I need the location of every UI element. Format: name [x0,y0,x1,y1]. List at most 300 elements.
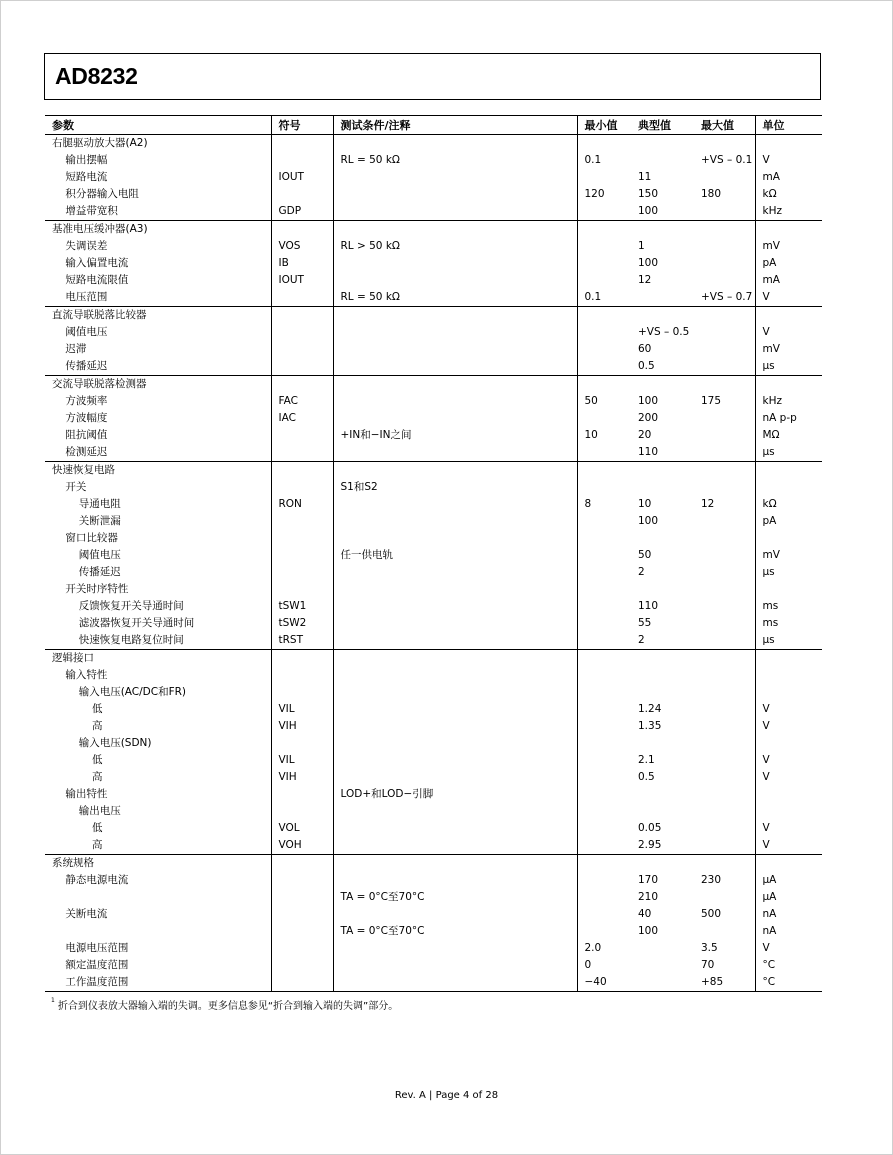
footnote [51,997,398,1012]
cell-min [577,547,631,564]
cell-max [694,632,755,650]
cell-conditions: TA = 0°C至70°C [333,889,577,906]
cell-conditions [333,169,577,186]
cell-symbol: VIL [271,752,333,769]
cell-typ [631,940,694,957]
cell-min [577,752,631,769]
cell-parameter: 开关时序特性 [45,581,271,598]
cell-typ: 2.1 [638,754,655,767]
table-row [45,307,822,325]
table-row [45,974,822,992]
cell-min [577,203,631,221]
cell-parameter: 直流导联脱落比较器 [45,307,271,325]
cell-max [694,667,755,684]
cell-max: 175 [694,393,755,410]
header-symbol: 符号 [271,116,333,135]
cell-unit [755,221,822,239]
cell-symbol: tRST [271,632,333,650]
cell-max [694,272,755,289]
cell-min [577,376,631,394]
cell-min [577,923,631,940]
cell-typ [631,221,694,239]
cell-max: 12 [694,496,755,513]
cell-symbol: GDP [271,203,333,221]
table-row [45,855,822,873]
cell-max [694,410,755,427]
cell-min [577,872,631,889]
cell-min [577,718,631,735]
cell-conditions [333,513,577,530]
cell-parameter: 增益带宽积 [45,203,271,221]
cell-conditions: RL = 50 kΩ [333,152,577,169]
cell-conditions [333,855,577,873]
table-row [45,667,822,684]
cell-typ [631,307,694,325]
cell-min: 10 [584,429,598,442]
cell-parameter [45,889,271,906]
cell-max: 70 [694,957,755,974]
cell-symbol [271,324,333,341]
table-row [45,650,822,668]
cell-symbol [271,564,333,581]
cell-unit: V [762,771,770,784]
table-row [45,376,822,394]
cell-unit: V [762,720,770,733]
cell-max [694,255,755,272]
cell-conditions [333,358,577,376]
cell-min [577,307,631,325]
cell-parameter: 迟滞 [45,341,271,358]
cell-unit: µs [755,358,822,376]
cell-max [694,135,755,153]
cell-min [577,358,631,376]
cell-min [577,255,631,272]
cell-conditions [333,564,577,581]
cell-max [694,889,755,906]
cell-symbol [271,427,333,444]
cell-conditions [333,940,577,957]
cell-parameter: 积分器输入电阻 [45,186,271,203]
cell-unit [755,376,822,394]
cell-conditions: LOD+和LOD−引脚 [333,786,577,803]
cell-unit: µs [762,566,775,579]
cell-min [577,169,631,186]
cell-unit [755,684,822,701]
table-row [45,135,822,153]
cell-parameter: 系统规格 [45,855,271,873]
cell-unit [755,462,822,480]
cell-min [577,837,631,855]
table-row [45,615,822,632]
cell-unit: °C [762,959,776,972]
table-row [45,837,822,855]
cell-unit: MΩ [762,429,780,442]
cell-unit: pA [762,257,777,270]
cell-symbol: VIL [271,701,333,718]
cell-min [577,564,631,581]
cell-min [577,632,631,650]
cell-conditions [333,324,577,341]
cell-unit [755,530,822,547]
cell-symbol: VIH [271,718,333,735]
cell-conditions [333,186,577,203]
cell-parameter: 逻辑接口 [45,650,271,668]
cell-parameter: 输出摆幅 [45,152,271,169]
cell-max [694,855,755,873]
cell-typ [631,667,694,684]
cell-typ: 20 [638,429,652,442]
cell-symbol [271,667,333,684]
cell-min [577,650,631,668]
cell-min [577,735,631,752]
cell-parameter: 高 [45,718,271,735]
cell-parameter: 基准电压缓冲器(A3) [45,221,271,239]
cell-typ: 2 [631,632,694,650]
table-row [45,803,822,820]
page-footer: Rev. A | Page 4 of 28 [394,1090,499,1101]
cell-min [577,684,631,701]
cell-parameter: 输出电压 [45,803,271,820]
cell-typ: 60 [638,343,652,356]
cell-max [694,427,755,444]
cell-symbol [271,855,333,873]
cell-typ [631,152,694,169]
header-typ: 典型值 [631,116,694,135]
header-conditions: 测试条件/注释 [333,116,577,135]
cell-unit: nA p-p [762,412,797,425]
cell-conditions [333,803,577,820]
cell-max: 3.5 [694,940,755,957]
cell-conditions [333,735,577,752]
cell-typ [631,684,694,701]
cell-typ: 170 [638,874,659,887]
cell-unit: µA [762,891,777,904]
cell-conditions [333,718,577,735]
cell-max [694,650,755,668]
cell-parameter: 阈值电压 [45,547,271,564]
cell-conditions [333,341,577,358]
cell-typ [631,786,694,803]
header-min: 最小值 [577,116,631,135]
cell-unit: V [762,754,770,767]
cell-symbol: IOUT [271,169,333,186]
cell-typ [631,974,694,992]
cell-symbol [271,358,333,376]
cell-parameter: 滤波器恢复开关导通时间 [45,615,271,632]
cell-symbol [271,684,333,701]
table-row [45,324,822,341]
cell-typ [631,530,694,547]
cell-min [577,479,631,496]
cell-conditions [333,255,577,272]
cell-conditions [333,615,577,632]
cell-symbol: IB [271,255,333,272]
cell-min [577,820,631,837]
cell-parameter: 方波幅度 [45,410,271,427]
cell-unit: µA [762,874,777,887]
cell-min [577,272,631,289]
cell-symbol [271,803,333,820]
table-row [45,186,822,203]
cell-max [694,358,755,376]
cell-max [694,530,755,547]
header-parameter: 参数 [45,116,271,135]
cell-max [694,615,755,632]
table-row [45,632,822,650]
header-unit: 单位 [755,116,822,135]
cell-max [694,513,755,530]
cell-symbol [271,872,333,889]
cell-typ: 12 [638,274,652,287]
cell-symbol [271,152,333,169]
table-body [45,135,822,992]
table-row [45,479,822,496]
header-max: 最大值 [694,116,755,135]
cell-conditions [333,957,577,974]
cell-unit: mV [762,240,780,253]
cell-symbol [271,186,333,203]
cell-typ [631,855,694,873]
cell-conditions [333,307,577,325]
table-row [45,393,822,410]
cell-conditions: 任一供电轨 [333,547,577,564]
cell-conditions [333,906,577,923]
cell-conditions [333,203,577,221]
table-row [45,238,822,255]
specifications-table [45,115,822,992]
cell-typ [631,376,694,394]
cell-max [694,684,755,701]
cell-typ [631,462,694,480]
cell-typ [631,735,694,752]
table-row [45,530,822,547]
cell-typ: 0.5 [638,771,655,784]
footnote-text: 折合到仪表放大器输入端的失调。更多信息参见“折合到输入端的失调”部分。 [57,1001,399,1012]
cell-conditions [333,530,577,547]
cell-max [694,238,755,255]
table-row [45,872,822,889]
cell-unit [755,479,822,496]
cell-parameter: 交流导联脱落检测器 [45,376,271,394]
cell-parameter: 检测延迟 [45,444,271,462]
cell-conditions [333,632,577,650]
cell-unit: mA [762,274,780,287]
table-row [45,203,822,221]
cell-min [577,769,631,786]
cell-max [694,479,755,496]
table-row [45,444,822,462]
cell-unit: nA [762,908,777,921]
cell-max [694,444,755,462]
cell-symbol: VIH [271,769,333,786]
cell-parameter: 低 [45,820,271,837]
cell-parameter: 高 [45,769,271,786]
cell-symbol [271,974,333,992]
cell-max [694,564,755,581]
cell-parameter: 低 [45,752,271,769]
cell-conditions [333,837,577,855]
cell-symbol: VOL [271,820,333,837]
cell-max [694,324,755,341]
cell-unit [755,735,822,752]
cell-unit [755,650,822,668]
cell-min [577,444,631,462]
cell-max: +VS – 0.7 [694,289,755,307]
table-row [45,289,822,307]
cell-max: +VS – 0.1 [694,152,755,169]
cell-symbol [271,786,333,803]
table-row [45,564,822,581]
cell-typ: 0.5 [631,358,694,376]
cell-unit: V [762,942,770,955]
cell-symbol [271,513,333,530]
table-row [45,769,822,786]
cell-conditions: S1和S2 [333,479,577,496]
cell-min [577,598,631,615]
cell-parameter: 电源电压范围 [45,940,271,957]
cell-conditions [333,221,577,239]
cell-min: 120 [584,188,605,201]
cell-symbol: VOS [271,238,333,255]
cell-max [694,752,755,769]
cell-parameter: 传播延迟 [45,564,271,581]
cell-symbol [271,307,333,325]
cell-max: 180 [694,186,755,203]
cell-min [577,341,631,358]
cell-symbol: VOH [271,837,333,855]
cell-min: 0 [584,959,592,972]
cell-symbol [271,735,333,752]
cell-symbol: IOUT [271,272,333,289]
cell-symbol [271,376,333,394]
cell-parameter: 快速恢复电路复位时间 [45,632,271,650]
cell-unit: mV [762,343,780,356]
cell-parameter: 阻抗阈值 [45,427,271,444]
cell-min [577,667,631,684]
table-row [45,272,822,289]
cell-parameter: 窗口比较器 [45,530,271,547]
cell-max: +85 [694,974,755,992]
cell-typ [631,957,694,974]
cell-conditions [333,872,577,889]
cell-symbol [271,341,333,358]
cell-symbol [271,289,333,307]
cell-max [694,341,755,358]
cell-min [577,238,631,255]
table-row [45,341,822,358]
cell-parameter: 额定温度范围 [45,957,271,974]
cell-typ: 110 [631,444,694,462]
cell-unit: ms [762,600,779,613]
cell-unit: V [762,822,770,835]
cell-min [577,462,631,480]
cell-min [577,513,631,530]
cell-min [577,410,631,427]
cell-min [577,615,631,632]
cell-unit: V [762,326,770,339]
cell-parameter [45,923,271,940]
cell-parameter: 关断电流 [45,906,271,923]
cell-parameter: 输入电压(AC/DC和FR) [45,684,271,701]
title-box [44,53,821,100]
cell-typ: 100 [631,203,694,221]
cell-conditions: RL = 50 kΩ [333,289,577,307]
cell-symbol: RON [271,496,333,513]
table-row [45,462,822,480]
cell-symbol [271,940,333,957]
table-row [45,701,822,718]
cell-parameter: 方波频率 [45,393,271,410]
cell-symbol [271,547,333,564]
cell-symbol [271,444,333,462]
cell-unit: kHz [755,203,822,221]
cell-conditions [333,496,577,513]
cell-unit: kΩ [762,498,777,511]
cell-min: 2.0 [584,942,602,955]
cell-conditions: RL > 50 kΩ [333,238,577,255]
table-row [45,923,822,940]
cell-symbol [271,479,333,496]
cell-unit: ms [762,617,779,630]
cell-min: 50 [584,395,598,408]
cell-parameter: 工作温度范围 [45,974,271,992]
cell-symbol: FAC [271,393,333,410]
cell-typ [631,581,694,598]
cell-min [577,530,631,547]
cell-unit: V [755,289,822,307]
table-row [45,169,822,186]
cell-typ [631,135,694,153]
cell-max [694,923,755,940]
cell-parameter: 快速恢复电路 [45,462,271,480]
cell-parameter: 阈值电压 [45,324,271,341]
cell-max [694,820,755,837]
cell-unit: °C [755,974,822,992]
cell-symbol [271,923,333,940]
cell-min [577,889,631,906]
cell-max [694,581,755,598]
cell-max: 500 [694,906,755,923]
cell-unit [755,135,822,153]
cell-typ: 1.35 [638,720,662,733]
cell-conditions [333,444,577,462]
cell-symbol [271,957,333,974]
cell-typ: 210 [638,891,659,904]
cell-conditions [333,410,577,427]
table-row [45,255,822,272]
cell-min: 0.1 [577,289,631,307]
cell-max [694,837,755,855]
cell-typ: 0.05 [638,822,662,835]
cell-parameter: 传播延迟 [45,358,271,376]
table-row [45,940,822,957]
cell-conditions [333,701,577,718]
cell-parameter: 导通电阻 [45,496,271,513]
cell-symbol [271,581,333,598]
cell-max [694,803,755,820]
table-row [45,957,822,974]
cell-unit: V [755,837,822,855]
cell-conditions [333,752,577,769]
cell-typ: 1.24 [638,703,662,716]
cell-typ: 11 [638,171,652,184]
cell-max [694,169,755,186]
cell-conditions: +IN和−IN之间 [333,427,577,444]
cell-parameter: 输入特性 [45,667,271,684]
table-row [45,684,822,701]
cell-parameter: 失调误差 [45,238,271,255]
cell-max [694,786,755,803]
